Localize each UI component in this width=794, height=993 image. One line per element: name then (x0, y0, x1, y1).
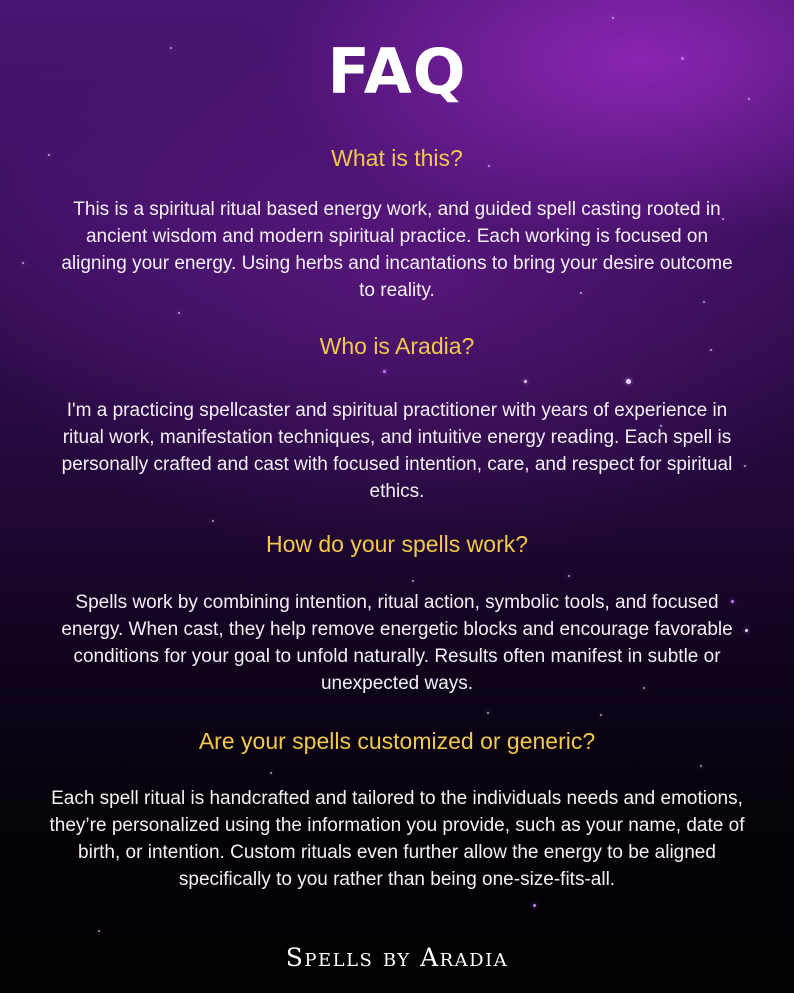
star-sparkle (533, 904, 536, 907)
star-sparkle (22, 262, 24, 264)
faq-answer: Each spell ritual is handcrafted and tailored to the individuals needs and emotions, they’re personalized using the information you provide, such as your name, date of birth, or intention. Custom rituals even further allow the energy to be aligned specifically to you rather than being one-size-fits-all. (49, 788, 745, 890)
brand-signature: Spells by Aradia (285, 943, 509, 972)
star-sparkle (487, 712, 489, 714)
faq-question: How do your spells work? (265, 531, 529, 557)
star-sparkle (212, 520, 214, 522)
faq-question: Who is Aradia? (319, 333, 475, 359)
faq-item (40, 331, 754, 505)
star-sparkle (178, 312, 180, 314)
page-title: FAQ (327, 35, 467, 108)
faq-answer: Spells work by combining intention, ritual action, symbolic tools, and focused energy. When cast, they help remove energetic blocks and encourage favorable conditions for your goal to unfold naturally. Results often manifest in subtle or unexpected ways. (61, 592, 733, 694)
star-sparkle (600, 714, 602, 716)
faq-answer: This is a spiritual ritual based energy work, and guided spell casting rooted in ancient wisdom and modern spiritual practice. Each working is focused on aligning your energy. Using herbs and incantations to bring your desire outcome to reality. (61, 199, 733, 301)
faq-item (40, 529, 754, 697)
faq-question: Are your spells customized or generic? (198, 728, 596, 754)
faq-item (40, 143, 754, 304)
faq-item (40, 726, 754, 893)
star-sparkle (98, 930, 100, 932)
faq-question: What is this? (331, 145, 463, 171)
faq-answer: I'm a practicing spellcaster and spiritual practitioner with years of experience in ritual work, manifestation techniques, and intuitive energy reading. Each spell is personally crafted and cast with focused intention, care, and respect for spiritual ethics. (61, 400, 733, 502)
star-sparkle (612, 17, 614, 19)
